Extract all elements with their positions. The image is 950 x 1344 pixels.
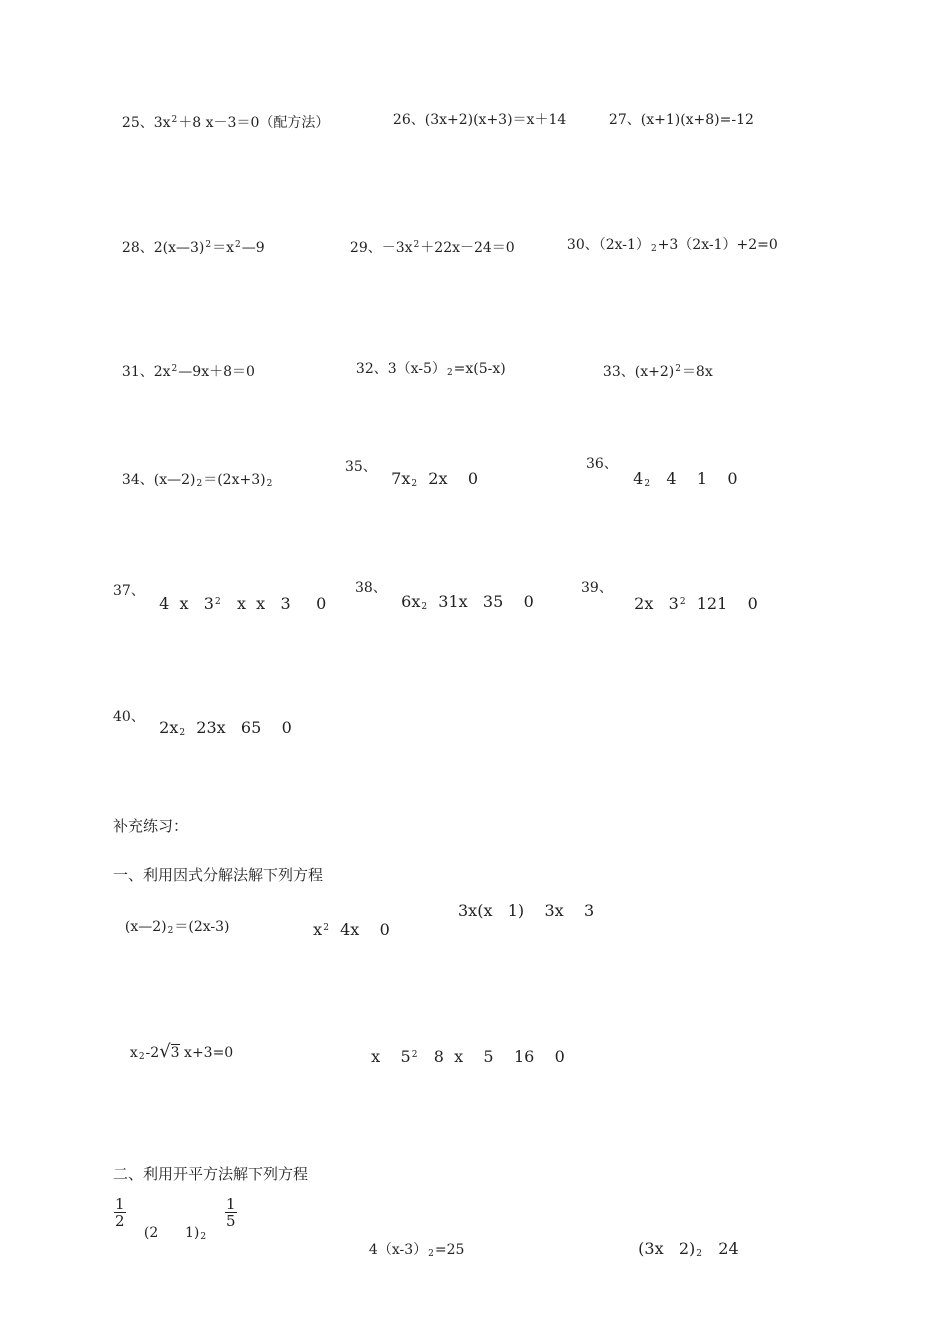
equation-part: ＝(2x-3) [174, 919, 230, 935]
equation-part: (2 1) [143, 1225, 200, 1241]
problem-number: 33、 [602, 364, 635, 380]
numerator: 1 [226, 1195, 236, 1213]
equation-part: 3x [153, 115, 171, 131]
equation-part: ＝x [212, 240, 235, 256]
problem-number: 26、 [392, 112, 425, 128]
equation-part: 31x 35 0 [428, 592, 534, 611]
exponent: 2 [644, 479, 651, 489]
equation-part: ＝(2x+3) [203, 472, 266, 488]
equation-part: (3x 2) [638, 1239, 696, 1258]
equation-part: (x+1)(x+8)=-12 [640, 112, 754, 128]
denominator: 5 [226, 1212, 236, 1230]
exponent: 2 [323, 923, 329, 933]
section2-equation-2 [360, 1226, 464, 1262]
equation-part: x [129, 1045, 138, 1061]
problem-28 [113, 221, 265, 256]
problem-number: 29、 [349, 240, 382, 256]
section1-equation-3: 3x(x 1) 3x 3 [458, 901, 595, 920]
exponent: 2 [205, 240, 212, 250]
equation-part: x x 3 0 [221, 594, 327, 613]
exponent: 2 [428, 1249, 434, 1259]
problem-29 [341, 221, 515, 256]
problem-25 [113, 96, 329, 131]
equation-part: 4（x-3） [368, 1242, 428, 1258]
exponent: 2 [675, 364, 681, 374]
problem-36-equation [623, 452, 738, 493]
numerator: 1 [115, 1195, 125, 1213]
section1-equation-1 [116, 903, 230, 939]
problem-39-number: 39、 [581, 580, 613, 596]
problem-32 [347, 345, 506, 381]
problem-38-equation [391, 575, 534, 616]
exponent: 2 [421, 602, 428, 612]
equation-part: 6x [401, 592, 421, 611]
equation-part: 4 [633, 469, 644, 488]
equation-part: 2x 0 [418, 469, 479, 488]
equation-part: 4 x 3 [159, 594, 214, 613]
equation-part: 2(x—3) [153, 240, 205, 256]
equation-part: =25 [434, 1242, 465, 1258]
exponent: 2 [179, 728, 186, 738]
equation-part: (3x+2)(x+3)＝x＋14 [424, 112, 567, 128]
sqrt-symbol: √ [159, 1041, 171, 1062]
supplement-title: 补充练习： [113, 817, 189, 835]
section2-equation-3 [628, 1222, 739, 1263]
problem-33 [594, 345, 713, 380]
section1-equation-5 [361, 1028, 565, 1066]
section2-equation-1-mid [135, 1209, 207, 1245]
exponent: 2 [214, 597, 221, 607]
problem-37-number: 37、 [113, 583, 145, 599]
fraction-one-fifth [225, 1196, 237, 1229]
problem-37-equation [149, 575, 326, 613]
equation-part: x+3=0 [184, 1045, 234, 1061]
equation-part: (x—2) [124, 919, 167, 935]
equation-part: 7x [391, 469, 411, 488]
problem-31 [113, 345, 255, 380]
exponent: 2 [411, 1050, 418, 1060]
exponent: 2 [679, 597, 686, 607]
problem-40-number: 40、 [113, 709, 145, 725]
problem-number: 27、 [608, 112, 641, 128]
section1-title: 一、利用因式分解法解下列方程 [113, 866, 324, 884]
problem-27 [600, 96, 754, 128]
problem-number: 25、 [121, 115, 154, 131]
equation-part: ＋8 x－3＝0（配方法） [178, 115, 330, 131]
equation-part: =x(5-x) [453, 361, 506, 377]
problem-number: 30、 [566, 237, 599, 253]
equation-part: 4 1 0 [651, 469, 738, 488]
problem-40-equation [149, 701, 292, 742]
exponent: 2 [196, 479, 203, 489]
equation-part: +3（2x-1）+2=0 [657, 237, 778, 253]
problem-36-number: 36、 [586, 456, 618, 472]
equation-part: －3x [381, 240, 413, 256]
equation-part: 4x 0 [329, 920, 390, 939]
equation-part: -2 [145, 1045, 160, 1061]
exponent: 2 [411, 479, 418, 489]
exponent: 2 [167, 926, 174, 936]
equation-part: ＋22x－24＝0 [420, 240, 515, 256]
equation-part: —9 [241, 240, 265, 256]
problem-34 [113, 456, 273, 492]
equation-part: 2x 3 [634, 594, 679, 613]
exponent: 2 [200, 1232, 207, 1242]
problem-number: 31、 [121, 364, 154, 380]
section2-title: 二、利用开平方法解下列方程 [113, 1165, 309, 1183]
equation-part: （2x-1） [598, 237, 650, 253]
equation-part: (x+2) [634, 364, 675, 380]
problem-number: 32、 [355, 361, 388, 377]
problem-30 [558, 221, 778, 257]
equation-part: 2x [153, 364, 171, 380]
exponent: 2 [266, 479, 273, 489]
problem-number: 34、 [121, 472, 154, 488]
equation-part: ＝8x [681, 364, 713, 380]
equation-part: 2x [159, 718, 179, 737]
equation-part: 23x 65 0 [186, 718, 292, 737]
exponent: 2 [413, 240, 420, 250]
problem-38-number: 38、 [355, 580, 387, 596]
problem-26 [384, 96, 566, 128]
denominator: 2 [115, 1212, 125, 1230]
problem-number: 28、 [121, 240, 154, 256]
exponent: 2 [235, 240, 241, 250]
exponent: 2 [171, 115, 178, 125]
equation-part: x 5 [371, 1047, 411, 1066]
exponent: 2 [650, 244, 657, 254]
section1-equation-4 [121, 1028, 233, 1065]
fraction-one-half [114, 1196, 126, 1229]
problem-35-equation [381, 452, 478, 493]
exponent: 2 [171, 364, 178, 374]
section1-equation-2 [303, 901, 390, 939]
equation-part: 8 x 5 16 0 [418, 1047, 565, 1066]
radicand: 3 [170, 1045, 180, 1061]
exponent: 2 [696, 1249, 703, 1259]
equation-part: 24 [703, 1239, 739, 1258]
equation-part: (x—2) [153, 472, 196, 488]
problem-39-equation [624, 575, 758, 613]
exponent: 2 [446, 368, 453, 378]
equation-part: 121 0 [686, 594, 758, 613]
problem-35-number: 35、 [345, 459, 377, 475]
equation-part: 3（x-5） [387, 361, 446, 377]
equation-part: —9x＋8＝0 [178, 364, 255, 380]
equation-part: x [313, 920, 323, 939]
exponent: 2 [138, 1052, 145, 1062]
